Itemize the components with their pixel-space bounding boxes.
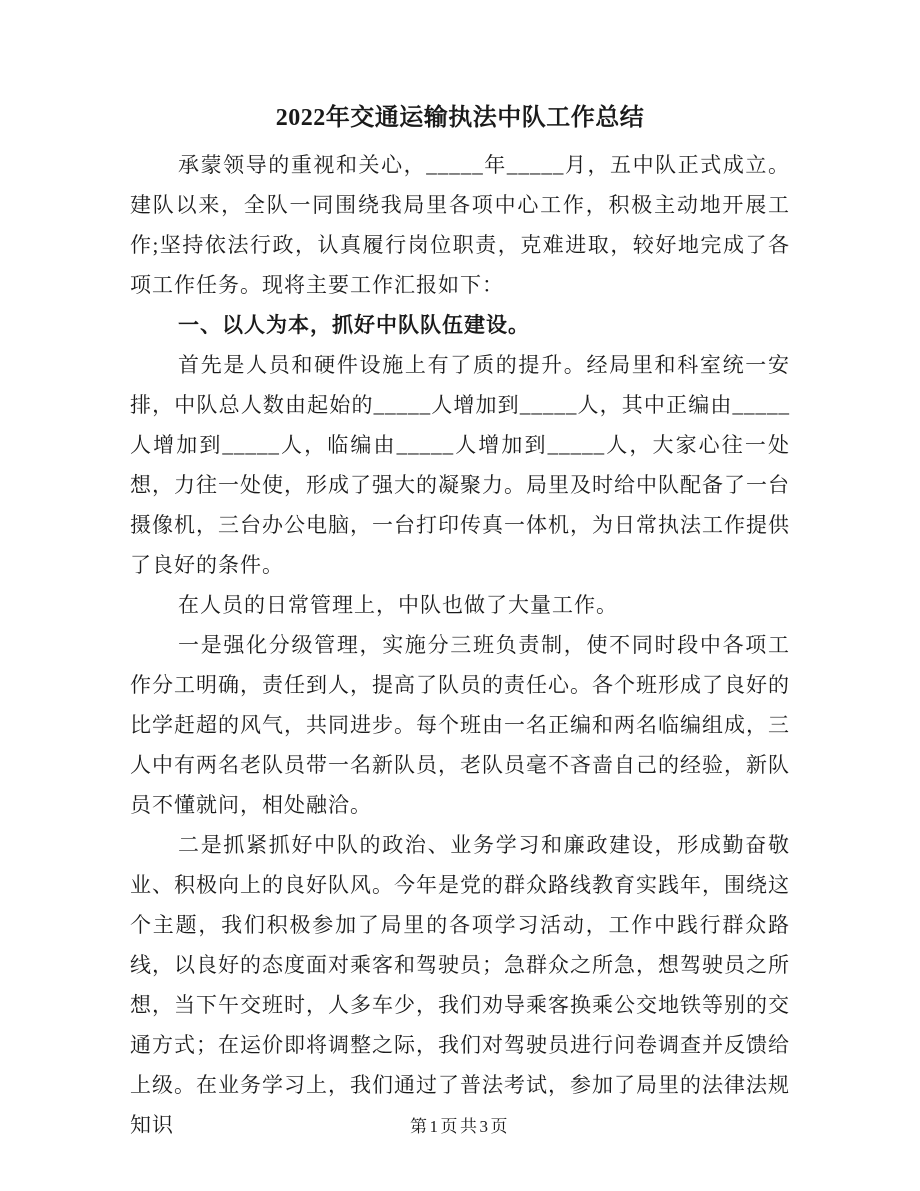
paragraph: 一是强化分级管理，实施分三班负责制，使不同时段中各项工作分工明确，责任到人，提高了队员的责任心。各个班形成了良好的比学赶超的风气，共同进步。每个班由一名正编和两名临编组成，三人中有两名老队员带一名新队员，老队员毫不吝啬自己的经验，新队员不懂就问，相处融洽。 <box>130 633 790 817</box>
paragraph: 承蒙领导的重视和关心，_____年_____月，五中队正式成立。建队以来，全队一同围绕我局里各项中心工作，积极主动地开展工作;坚持依法行政，认真履行岗位职责，克难进取，较好地完成了各项工作任务。现将主要工作汇报如下： <box>130 153 790 297</box>
paragraph: 二是抓紧抓好中队的政治、业务学习和廉政建设，形成勤奋敬业、积极向上的良好队风。今年是党的群众路线教育实践年，围绕这个主题，我们积极参加了局里的各项学习活动，工作中践行群众路线，以良好的态度面对乘客和驾驶员；急群众之所急，想驾驶员之所想，当下午交班时，人多车少，我们劝导乘客换乘公交地铁等别的交通方式；在运价即将调整之际，我们对驾驶员进行问卷调查并反馈给上级。在业务学习上，我们通过了普法考试，参加了局里的法律法规知识 <box>130 833 790 1137</box>
document-title: 2022年交通运输执法中队工作总结 <box>275 105 645 131</box>
document-body <box>130 145 790 1145</box>
section-heading: 一、以人为本，抓好中队队伍建设。 <box>178 313 530 337</box>
page-number-footer: 第1页共3页 <box>410 1117 510 1136</box>
paragraph: 首先是人员和硬件设施上有了质的提升。经局里和科室统一安排，中队总人数由起始的_____人增加到_____人，其中正编由_____人增加到_____人，临编由_____人增加到_____人，大家心往一处想，力往一处使，形成了强大的凝聚力。局里及时给中队配备了一台摄像机，三台办公电脑，一台打印传真一体机，为日常执法工作提供了良好的条件。 <box>130 353 790 577</box>
paragraph: 在人员的日常管理上，中队也做了大量工作。 <box>178 593 618 617</box>
